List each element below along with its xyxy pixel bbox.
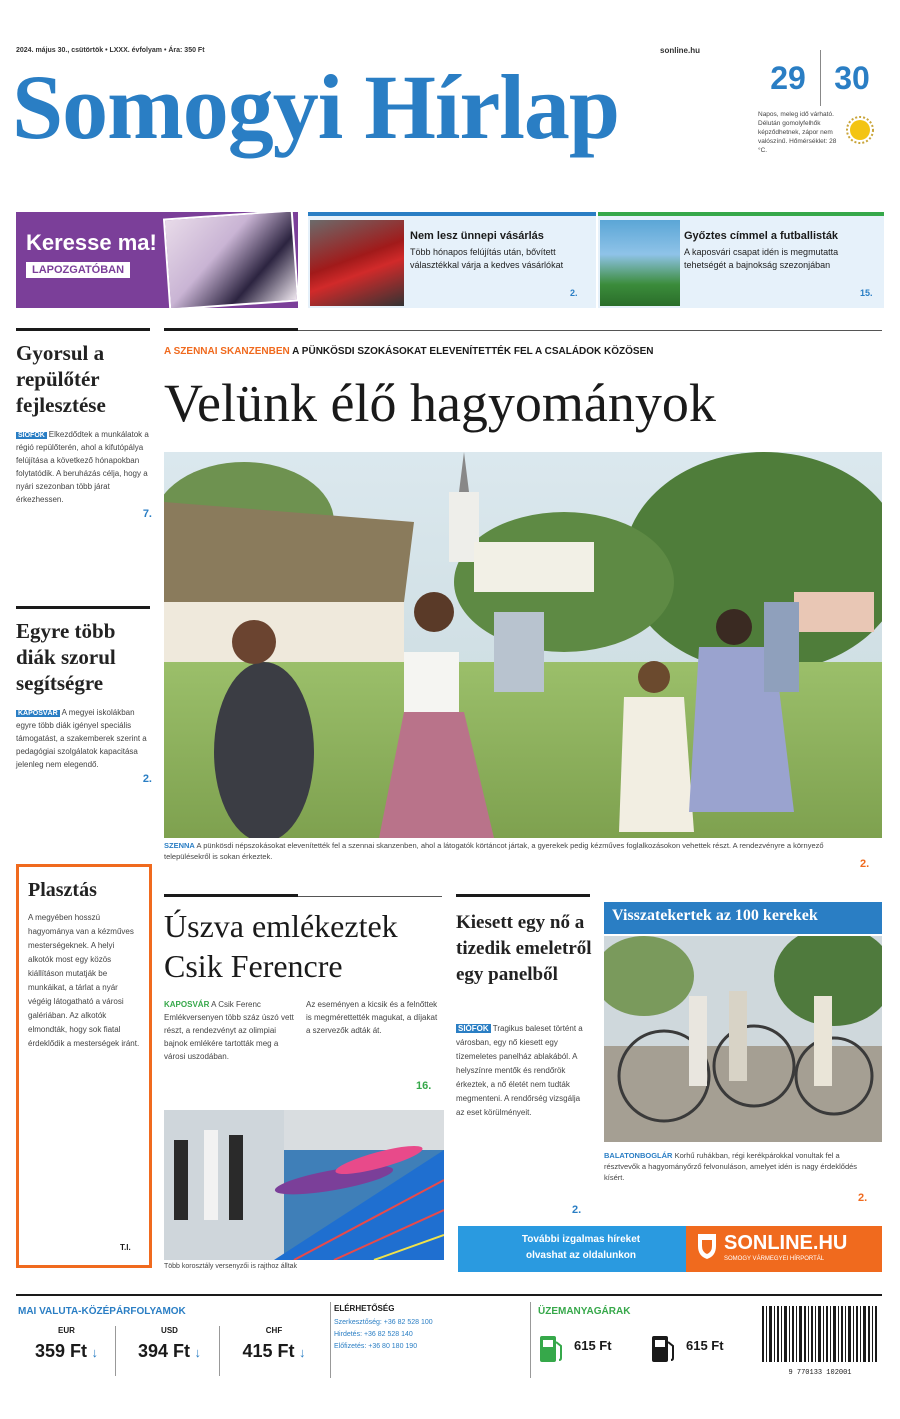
- fx-usd: [120, 1326, 220, 1376]
- sonline-banner[interactable]: [458, 1226, 882, 1272]
- promo-lapozgato-sub: LAPOZGATÓBAN: [26, 262, 130, 278]
- bikes-banner-title: Visszatekertek az 100 kerekek: [612, 907, 818, 924]
- promo-football-page: 15.: [860, 288, 873, 298]
- fx-usd-label: USD: [161, 1326, 178, 1335]
- left-story-2-body: A megyei iskolákban egyre több diák igényel speciális támogatást, a szakemberek szerint a pedagógiai szolgálatok kapacitása jelenleg nem elegendő.: [16, 708, 147, 769]
- rule-swim-top: [164, 894, 298, 897]
- fuel-petrol-value: 615 Ft: [574, 1338, 612, 1353]
- promo-football[interactable]: [598, 212, 884, 308]
- barcode-icon: [758, 1302, 882, 1364]
- masthead-title: Somogyi Hírlap: [12, 56, 620, 158]
- promo-football-text: A kaposvári csapat idén is megmutatta tehetségét a bajnokság szezonjában: [684, 247, 839, 270]
- promo-football-title: Győztes címmel a futballisták: [684, 230, 839, 242]
- left-story-1-body: Elkezdődtek a munkálatok a régió repülőterén, ahol a kifutópálya felújítása a következő hónapokban folytatódik. A beruházás célja, hogy a nyári szezonban több járat érkezhessen.: [16, 430, 149, 504]
- swim-body-col1: [164, 998, 300, 1063]
- fx-title: MAI VALUTA-KÖZÉPÁRFOLYAMOK: [18, 1306, 186, 1317]
- promo-lapozgato[interactable]: [16, 212, 298, 308]
- swim-photo-image: [164, 1110, 444, 1260]
- lead-photo[interactable]: [164, 452, 882, 838]
- promo-store-photo: [310, 220, 404, 306]
- left-story-1-kicker: SIÓFOK: [18, 432, 45, 439]
- contacts-title: ELÉRHETŐSÉG: [334, 1304, 395, 1313]
- rule-left-top: [16, 328, 150, 331]
- lead-caption-kicker: SZENNA: [164, 841, 195, 850]
- masthead-site: sonline.hu: [660, 46, 700, 55]
- magazine-cover-image: [163, 212, 298, 308]
- lead-photo-image: [164, 452, 882, 838]
- shield-icon: [696, 1232, 718, 1260]
- fall-body: Tragikus baleset történt a városban, egy nő kiesett egy tízemeletes panelház ablakából. A helyszínre mentők és rendőrök érkeztek, a nő életét nem tudták megmenteni. A rendőrség vizsgálja az eset körülményeit.: [456, 1024, 583, 1117]
- fx-usd-value: 394 Ft: [138, 1341, 191, 1361]
- sonline-banner-text1: További izgalmas híreket: [521, 1234, 641, 1245]
- sun-icon: [842, 112, 878, 148]
- fx-chf: [224, 1326, 324, 1376]
- plasztas-box[interactable]: [16, 864, 152, 1268]
- rule-fall-top: [456, 894, 590, 897]
- fall-headline[interactable]: Kiesett egy nő a tizedik emeletről egy panelből: [456, 912, 592, 985]
- bikes-caption-wrap: [604, 1150, 874, 1183]
- left-story-1-title: Gyorsul a repülőtér fejlesztése: [16, 341, 106, 417]
- weather-day2: 30: [834, 60, 870, 96]
- left-story-2-kicker: KAPOSVÁR: [18, 710, 58, 717]
- lead-page: 2.: [860, 858, 870, 870]
- rule-bottom: [16, 1294, 882, 1296]
- swim-photo-caption: Több korosztály versenyzői is rajthoz álltak: [164, 1263, 298, 1270]
- bikes-caption: Korhű ruhákban, régi kerékpárokkal vonultak fel a résztvevők a hagyományőrző felvonuláson, amelyet idén is nagy érdeklődés kísért.: [604, 1151, 858, 1182]
- left-story-2[interactable]: [16, 618, 152, 785]
- sonline-brand: SONLINE.HU: [724, 1232, 848, 1254]
- promo-store-title: Nem lesz ünnepi vásárlás: [410, 230, 544, 242]
- promo-store-text: Több hónapos felújítás után, bővített választékkal várja a kedves vásárlókat: [410, 247, 564, 270]
- fx-usd-arrow-icon: ↓: [194, 1345, 201, 1360]
- sonline-banner-text2: olvashat az oldalunkon: [525, 1250, 637, 1261]
- lead-caption-text: A pünkösdi népszokásokat elevenítették fel a szennai skanzenben, ahol a látogatók körtáncot jártak, a gyerekek pedig kézműves foglalkozásokon vehettek részt. A rendezvényre a környező településekről is sokan érkeztek.: [164, 841, 824, 861]
- swim-headline[interactable]: Úszva emlékeztek Csik Ferencre: [164, 908, 398, 984]
- lead-kicker-line: [164, 346, 884, 357]
- lead-headline[interactable]: Velünk élő hagyományok: [164, 373, 716, 433]
- contacts-box: [334, 1304, 524, 1353]
- promo-store[interactable]: [308, 212, 596, 308]
- weather-day1: 29: [770, 60, 806, 96]
- fuel-petrol: [538, 1330, 638, 1370]
- contacts-line-2: Hirdetés: +36 82 528 140: [334, 1331, 413, 1338]
- fall-page: 2.: [572, 1204, 582, 1216]
- fuel-pump-green-icon: [538, 1332, 564, 1364]
- fall-body-wrap: [456, 1022, 590, 1120]
- fuel-diesel: [650, 1330, 750, 1370]
- barcode: [758, 1302, 882, 1378]
- left-story-2-title: Egyre több diák szorul segítségre: [16, 619, 116, 695]
- promo-lapozgato-title: Keresse ma!: [26, 230, 157, 255]
- weather-box: [758, 50, 882, 200]
- fuel-diesel-value: 615 Ft: [686, 1338, 724, 1353]
- swim-page: 16.: [416, 1080, 432, 1092]
- swim-photo[interactable]: [164, 1110, 444, 1260]
- fall-kicker: SIÓFOK: [458, 1024, 489, 1033]
- rule-main-top-thin: [298, 330, 882, 331]
- lead-caption: [164, 840, 854, 862]
- fx-chf-value: 415 Ft: [242, 1341, 295, 1361]
- bikes-kicker: BALATONBOGLÁR: [604, 1151, 673, 1160]
- sonline-brand-sub: SOMOGY VÁRMEGYEI HÍRPORTÁL: [724, 1256, 825, 1262]
- plasztas-signature: T.I.: [120, 1243, 131, 1252]
- promo-football-photo: [600, 220, 680, 306]
- swim-kicker: KAPOSVÁR: [164, 1000, 210, 1009]
- rule-swim-thin: [298, 896, 442, 897]
- masthead-topline: 2024. május 30., csütörtök • LXXX. évfolyam • Ára: 350 Ft: [16, 47, 205, 54]
- bikes-banner[interactable]: [604, 902, 882, 934]
- contacts-line-1: Szerkesztőség: +36 82 528 100: [334, 1319, 433, 1326]
- fx-eur-value: 359 Ft: [35, 1341, 88, 1361]
- contacts-line-3: Előfizetés: +36 80 180 190: [334, 1343, 418, 1350]
- lead-kicker-rest: A PÜNKÖSDI SZOKÁSOKAT ELEVENÍTETTÉK FEL A CSALÁDOK KÖZÖSEN: [292, 346, 654, 357]
- fx-eur-arrow-icon: ↓: [91, 1345, 98, 1360]
- promo-store-page: 2.: [570, 288, 578, 298]
- sonline-brand-box: [686, 1226, 882, 1272]
- swim-body2: Az eseményen a kicsik és a felnőttek is megmérettették magukat, a díjakat a szervezők adták át.: [306, 1000, 438, 1035]
- plasztas-title: Plasztás: [28, 879, 97, 901]
- lead-kicker: A SZENNAI SKANZENBEN: [164, 346, 290, 357]
- bikes-photo-image: [604, 936, 882, 1142]
- fx-eur: [18, 1326, 116, 1376]
- left-story-1[interactable]: [16, 340, 152, 520]
- bikes-page: 2.: [858, 1192, 868, 1204]
- barcode-number: 9 770133 102001: [788, 1369, 852, 1377]
- fuel-title: ÜZEMANYAGÁRAK: [538, 1306, 631, 1317]
- fx-chf-arrow-icon: ↓: [298, 1345, 306, 1360]
- left-story-1-page: 7.: [142, 508, 152, 520]
- left-story-2-page: 2.: [142, 773, 152, 785]
- weather-desc: Napos, meleg idő várható. Délután gomolyfelhők képződhetnek, zápor nem valószínű. Hőmérséklet: 28 °C.: [758, 111, 837, 154]
- rule-main-top: [164, 328, 298, 331]
- fx-chf-label: CHF: [265, 1326, 283, 1335]
- fx-eur-label: EUR: [58, 1326, 75, 1335]
- bikes-photo[interactable]: [604, 936, 882, 1142]
- plasztas-body: A megyében hosszú hagyománya van a kézműves mesterségeknek. A helyi alkotók most egy közös kiállításon mutatják be munkáikat, a tárlat a nyár végéig látogatható a városi galériában. Az alkotók elmondták, hogy sok fiatal érdeklődik a mesterségek iránt.: [28, 913, 140, 1048]
- swim-body1: A Csik Ferenc Emlékversenyen több száz úszó vett részt, a rendezvényt az olimpiai bajnok emlékére tartották meg a városi uszodában.: [164, 1000, 294, 1061]
- rule-left-mid: [16, 606, 150, 609]
- fuel-pump-black-icon: [650, 1332, 676, 1364]
